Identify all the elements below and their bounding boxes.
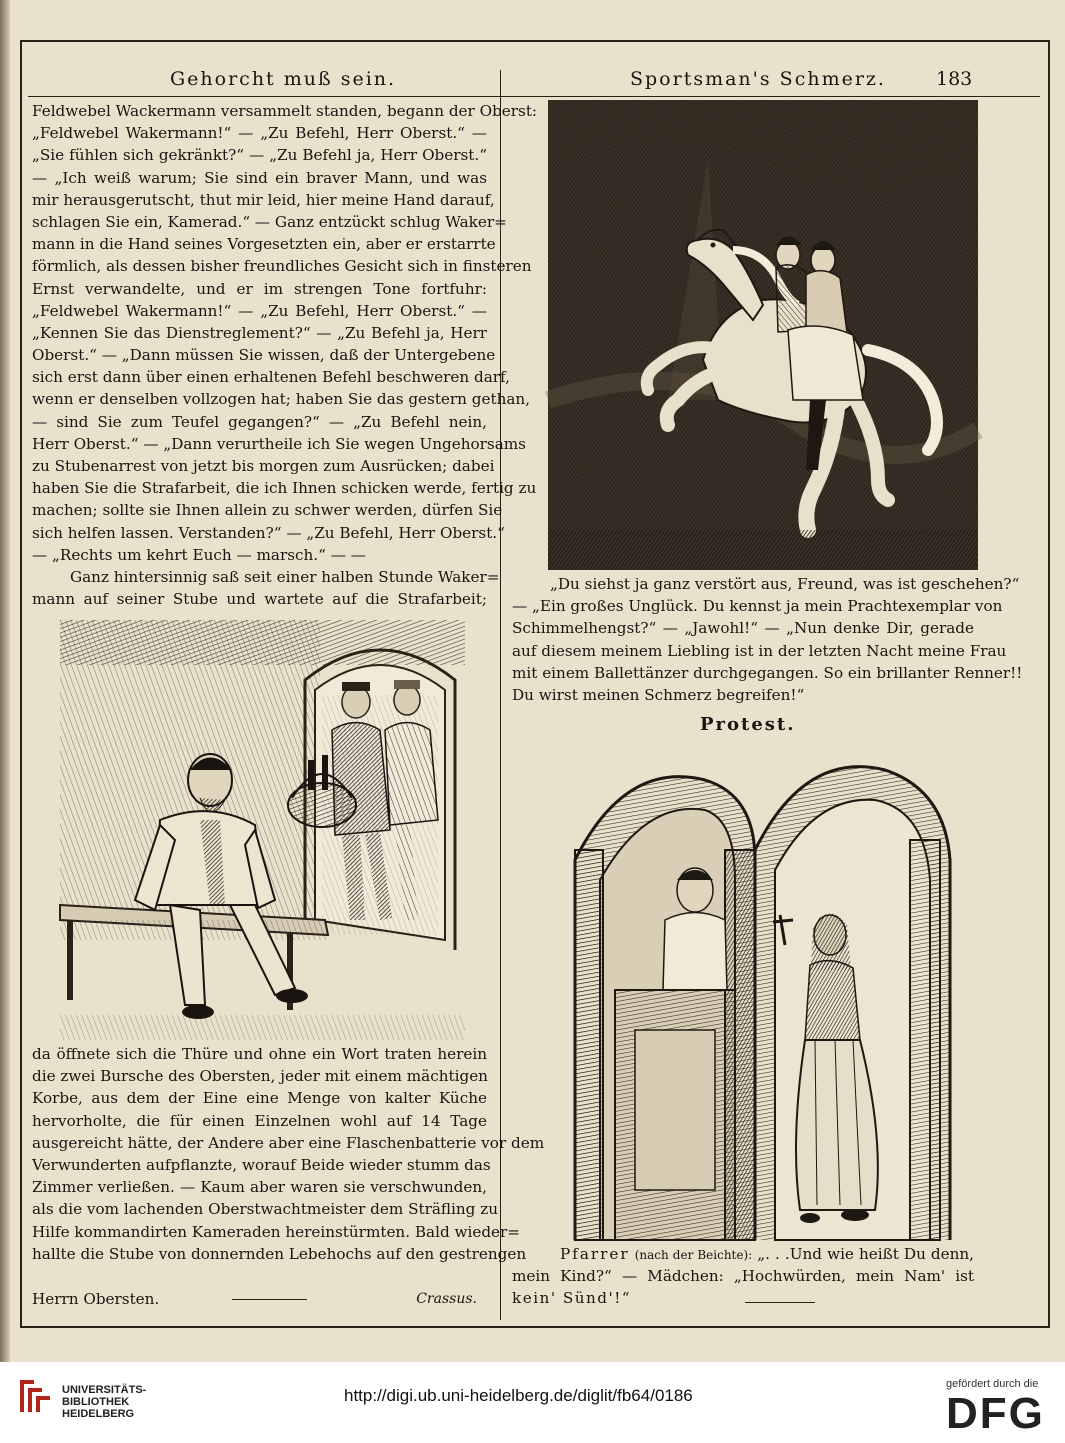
protest-heading: Protest. [700,714,796,735]
permalink-url[interactable]: http://digi.ub.uni-heidelberg.de/diglit/fb64/0186 [344,1386,693,1405]
text-line: „Sie fühlen sich gekränkt?“ — „Zu Befehl ja, Herr Oberst.“ [32,146,487,165]
library-name-line: BIBLIOTHEK [62,1396,130,1408]
text-line: schlagen Sie ein, Kamerad.“ — Ganz entzückt schlug Waker= [32,212,507,231]
rearing-horse-engraving [548,100,978,570]
text-line: als die vom lachenden Oberstwachtmeister dem Sträfling zu [32,1200,499,1219]
illustration-confessional [555,740,975,1240]
text-line: Ernst verwandelte, und er im strengen Tone fortfuhr: [32,279,487,298]
separator-dash [745,1302,815,1303]
priest-question: „. . .Und wie heißt Du denn, [757,1245,975,1263]
library-logo-icon [16,1376,54,1416]
dfg-logo-text: DFG [946,1389,1045,1438]
text-line: „Feldwebel Wakermann!“ — „Zu Befehl, Herr Oberst.“ — [32,301,487,320]
library-name-line: HEIDELBERG [62,1408,135,1420]
separator-dash [232,1299,307,1300]
soldier-cell-engraving [60,620,465,1040]
text-line: hallte die Stube von donnernden Lebehochs auf den gestrengen [32,1244,527,1263]
speaker-priest: Pfarrer [560,1245,630,1263]
text-line: mann auf seiner Stube und wartete auf die Strafarbeit; [32,590,487,609]
text-line: haben Sie die Strafarbeit, die ich Ihnen schicken werde, fertig zu [32,479,537,498]
page-binding-edge [0,0,10,1362]
right-running-title: Sportsman's Schmerz. [630,68,886,90]
text-line: ausgereicht hätte, der Andere aber eine Flaschenbatterie vor dem [32,1133,545,1152]
signature-row [32,1288,487,1310]
text-line: auf diesem meinem Liebling ist in der letzten Nacht meine Frau [512,641,1007,660]
text-line: wenn er denselben vollzogen hat; haben Sie das gestern gethan, [32,390,531,409]
author-signature: Crassus. [416,1291,477,1307]
digitization-footer [0,1362,1065,1443]
text-line: „Du siehst ja ganz verstört aus, Freund, was ist geschehen?“ [550,575,1020,593]
illustration-rearing-horse [548,100,978,570]
text-line: Schimmelhengst?“ — „Jawohl!“ — „Nun denke Dir, gerade [512,619,974,638]
text-line: kein' Sünd'!“ [512,1289,632,1308]
text-line: Hilfe kommandirten Kameraden hereinstürmten. Bald wieder= [32,1222,521,1241]
text-line: zu Stubenarrest von jetzt bis morgen zum Ausrücken; dabei [32,457,495,475]
text-line: Verwunderten aufpflanzte, worauf Beide wieder stumm das [32,1155,491,1174]
funding-note: gefördert durch die [946,1378,1039,1390]
text-line: Korbe, aus dem der Eine eine Menge von kalter Küche [32,1089,487,1108]
text-line: Feldwebel Wackermann versammelt standen, begann der Oberst: [32,102,538,120]
protest-caption [512,1243,974,1310]
text-line: Ganz hintersinnig saß seit einer halben Stunde Waker= [70,567,500,586]
text-line: Zimmer verließen. — Kaum aber waren sie verschwunden, [32,1178,487,1197]
confessional-engraving [555,740,975,1240]
text-line: mann in die Hand seines Vorgesetzten ein, aber er erstarrte [32,235,496,254]
text-line: da öffnete sich die Thüre und ohne ein Wort traten herein [32,1045,487,1063]
text-line: sich helfen lassen. Verstanden?“ — „Zu Befehl, Herr Oberst.“ [32,523,505,542]
horse-caption [512,573,1023,706]
text-line: mir herausgerutscht, thut mir leid, hier meine Hand darauf, [32,190,495,209]
text-line: hervorholte, die für einen Einzelnen wohl auf 14 Tage [32,1111,487,1130]
text-line: — „Ein großes Unglück. Du kennst ja mein Prachtexemplar von [512,597,1003,616]
text-line: machen; sollte sie Ihnen allein zu schwer werden, dürfen Sie [32,501,503,520]
text-line: Herr Oberst.“ — „Dann verurtheile ich Sie wegen Ungehorsams [32,434,526,453]
text-line: mit einem Ballettänzer durchgegangen. So ein brillanter Renner!! [512,663,1023,682]
text-line [512,1243,974,1265]
illustration-soldier-cell [60,620,465,1040]
library-name [62,1384,146,1420]
library-name-line: UNIVERSITÄTS- [62,1384,147,1396]
text-line: Oberst.“ — „Dann müssen Sie wissen, daß der Untergebene [32,346,496,365]
text-line: „Feldwebel Wakermann!“ — „Zu Befehl, Herr Oberst.“ — [32,124,487,143]
text-line: Du wirst meinen Schmerz begreifen!“ [512,685,805,704]
text-line: die zwei Bursche des Obersten, jeder mit einem mächtigen [32,1067,488,1086]
text-line: förmlich, als dessen bisher freundliches Gesicht sich in finsteren [32,257,532,276]
left-column-text-bottom [32,1043,545,1265]
left-column-text-top [32,100,538,610]
text-line: „Kennen Sie das Dienstreglement?“ — „Zu Befehl ja, Herr [32,323,487,342]
text-line: sich erst dann über einen erhaltenen Befehl beschweren darf, [32,368,510,387]
stage-direction: (nach der Beichte): [634,1248,753,1262]
text-line: — „Ich weiß warum; Sie sind ein braver Mann, und was [32,168,487,187]
page-number: 183 [936,68,973,90]
header-rule [28,96,1040,97]
text-line: — sind Sie zum Teufel gegangen?“ — „Zu Befehl nein, [32,412,487,431]
text-line: — „Rechts um kehrt Euch — marsch.“ — — [32,545,366,564]
text-line: mein Kind?“ — Mädchen: „Hochwürden, mein Nam' ist [512,1267,974,1286]
closing-line: Herrn Obersten. [32,1290,160,1308]
university-library-logo [16,1376,54,1416]
left-running-title: Gehorcht muß sein. [170,68,397,90]
